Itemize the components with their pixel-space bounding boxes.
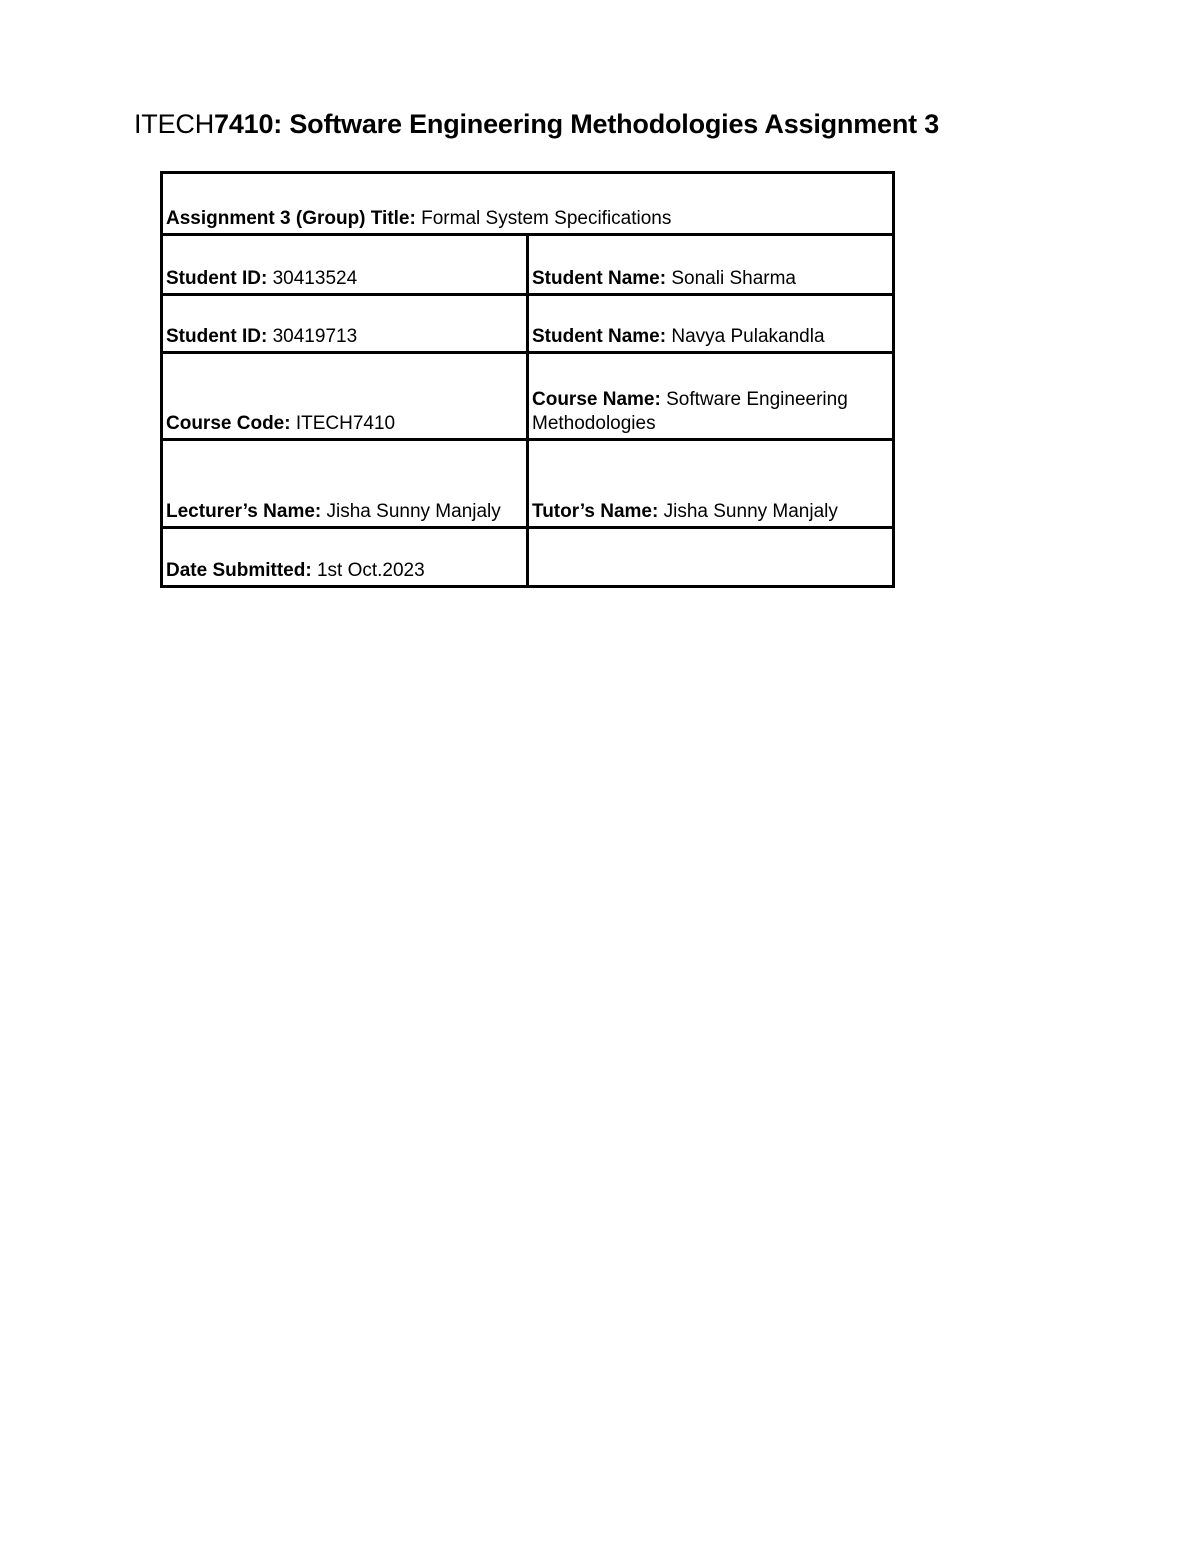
student-id-label-2: Student ID: <box>166 326 268 347</box>
student-id-cell-2 <box>162 295 528 353</box>
tutor-name-label: Tutor’s Name: <box>532 501 659 522</box>
student-name-cell-1 <box>528 235 894 295</box>
course-row <box>162 353 894 440</box>
course-name-value: Software Engineering Methodologies <box>532 389 848 434</box>
tutor-name-value: Jisha Sunny Manjaly <box>658 501 838 522</box>
empty-cell <box>528 528 894 587</box>
student-row-1 <box>162 235 894 295</box>
date-submitted-label: Date Submitted: <box>166 560 312 581</box>
assignment-title-cell <box>162 173 894 235</box>
document-title <box>134 106 939 142</box>
title-course-prefix: ITECH <box>134 109 215 139</box>
submission-row <box>162 528 894 587</box>
course-name-label: Course Name: <box>532 389 661 410</box>
student-name-cell-2 <box>528 295 894 353</box>
student-name-label-2: Student Name: <box>532 326 667 347</box>
tutor-name-cell <box>528 440 894 528</box>
lecturer-name-cell <box>162 440 528 528</box>
course-code-cell <box>162 353 528 440</box>
staff-row <box>162 440 894 528</box>
student-id-value-1: 30413524 <box>267 268 358 289</box>
title-main: 7410: Software Engineering Methodologies Assignment 3 <box>214 109 940 139</box>
student-id-value-2: 30419713 <box>267 326 358 347</box>
student-name-value-1: Sonali Sharma <box>666 268 796 289</box>
course-name-cell <box>528 353 894 440</box>
lecturer-name-label: Lecturer’s Name: <box>166 501 322 522</box>
student-row-2 <box>162 295 894 353</box>
student-id-cell-1 <box>162 235 528 295</box>
course-code-label: Course Code: <box>166 413 291 434</box>
student-name-label-1: Student Name: <box>532 268 667 289</box>
date-submitted-value: 1st Oct.2023 <box>311 560 425 581</box>
student-id-label-1: Student ID: <box>166 268 268 289</box>
assignment-title-row <box>162 173 894 235</box>
lecturer-name-value: Jisha Sunny Manjaly <box>321 501 501 522</box>
cover-sheet-table <box>160 171 895 588</box>
assignment-title-label: Assignment 3 (Group) Title: <box>166 208 416 229</box>
student-name-value-2: Navya Pulakandla <box>666 326 825 347</box>
course-code-value: ITECH7410 <box>290 413 396 434</box>
date-submitted-cell <box>162 528 528 587</box>
assignment-title-value: Formal System Specifications <box>415 208 672 229</box>
